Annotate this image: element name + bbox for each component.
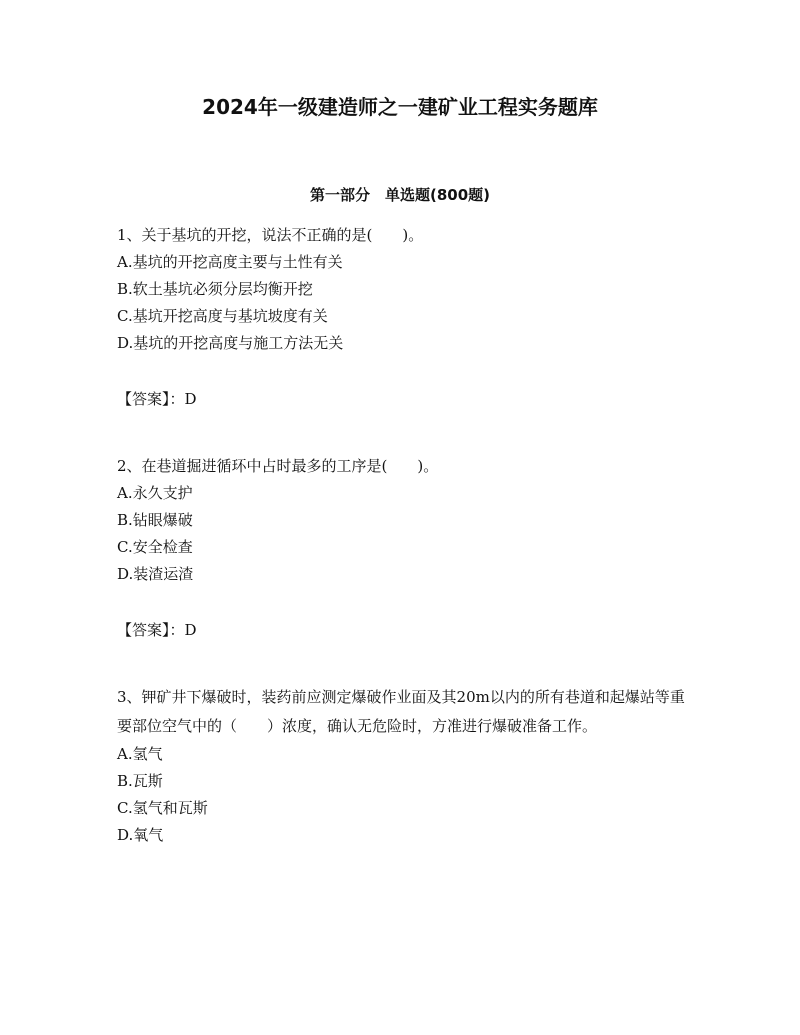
answer-2: 【答案】：D: [117, 621, 197, 639]
question-1: [117, 222, 692, 357]
question-2: [117, 453, 692, 588]
option-b: B.软土基坑必须分层均衡开挖: [117, 280, 313, 298]
option-d: D.氧气: [117, 826, 164, 844]
document-title: 2024年一级建造师之一建矿业工程实务题库: [202, 95, 598, 119]
option-b: B.钻眼爆破: [117, 511, 193, 529]
option-c: C.氢气和瓦斯: [117, 799, 208, 817]
question-stem: 2、在巷道掘进循环中占时最多的工序是( )。: [117, 457, 439, 475]
option-d: D.基坑的开挖高度与施工方法无关: [117, 334, 344, 352]
answer-1: 【答案】：D: [117, 390, 197, 408]
option-a: A.永久支护: [117, 484, 193, 502]
option-a: A.基坑的开挖高度主要与土性有关: [117, 253, 343, 271]
option-b: B.瓦斯: [117, 772, 163, 790]
question-stem: 1、关于基坑的开挖，说法不正确的是( )。: [117, 226, 424, 244]
option-c: C.基坑开挖高度与基坑坡度有关: [117, 307, 328, 325]
option-a: A.氢气: [117, 745, 163, 763]
option-list: [117, 480, 692, 588]
option-list: [117, 741, 692, 849]
section-title: 第一部分 单选题(800题): [309, 186, 491, 204]
question-stem: 3、钾矿井下爆破时，装药前应测定爆破作业面及其20m以内的所有巷道和起爆站等重要部位空气中的（ ）浓度，确认无危险时，方准进行爆破准备工作。: [117, 688, 685, 735]
option-d: D.装渣运渣: [117, 565, 194, 583]
option-list: [117, 249, 692, 357]
question-3: [117, 683, 692, 849]
option-c: C.安全检查: [117, 538, 193, 556]
